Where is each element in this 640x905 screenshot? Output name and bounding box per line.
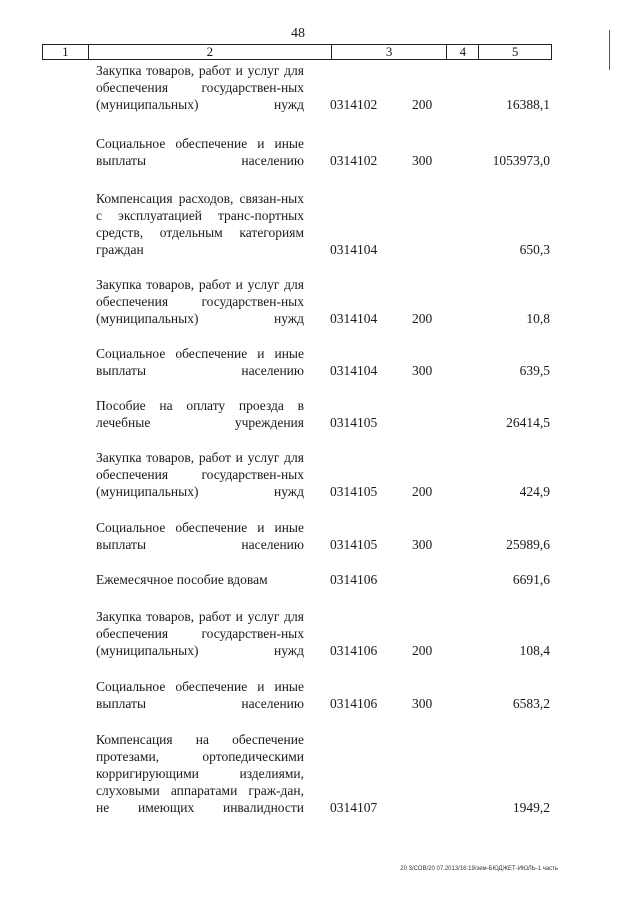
row-code: 0314105 <box>330 484 378 499</box>
row-expense-type: 200 <box>412 97 433 112</box>
row-description: Закупка товаров, работ и услуг для обеспечения государствен-ных (муниципальных) нужд <box>96 277 304 326</box>
row-description: Социальное обеспечение и иные выплаты населению <box>96 136 304 168</box>
row-amount: 6691,6 <box>512 572 550 587</box>
row-description: Компенсация на обеспечение протезами, ортопедическими корригирующими изделиями, слуховыми аппаратами граж-дан, не имеющих инвалидности <box>96 732 304 815</box>
column-header-1: 1 <box>43 45 89 59</box>
row-code: 0314106 <box>330 643 378 658</box>
row-expense-type: 300 <box>412 363 433 378</box>
table-row <box>0 449 640 500</box>
row-description: Социальное обеспечение и иные выплаты населению <box>96 679 304 711</box>
row-expense-type: 200 <box>412 311 433 326</box>
table-row <box>0 608 640 659</box>
row-amount: 650,3 <box>519 242 550 257</box>
row-expense-type: 200 <box>412 484 433 499</box>
row-description: Социальное обеспечение и иные выплаты населению <box>96 346 304 378</box>
row-description: Закупка товаров, работ и услуг для обеспечения государствен-ных (муниципальных) нужд <box>96 63 304 112</box>
row-description: Закупка товаров, работ и услуг для обеспечения государствен-ных (муниципальных) нужд <box>96 450 304 499</box>
table-row <box>0 190 640 258</box>
table-row <box>0 62 640 113</box>
row-code: 0314105 <box>330 415 378 430</box>
table-row <box>0 397 640 431</box>
table-row <box>0 571 640 588</box>
column-header-3: 3 <box>332 45 448 59</box>
table-row <box>0 135 640 169</box>
table-row <box>0 276 640 327</box>
table-row <box>0 519 640 553</box>
row-code: 0314102 <box>330 97 378 112</box>
row-description: Пособие на оплату проезда в лечебные учреждения <box>96 398 304 430</box>
row-expense-type: 300 <box>412 537 433 552</box>
row-amount: 10,8 <box>526 311 550 326</box>
row-code: 0314104 <box>330 311 378 326</box>
table-row <box>0 678 640 712</box>
row-code: 0314102 <box>330 153 378 168</box>
row-amount: 16388,1 <box>506 97 550 112</box>
table-header-row <box>42 44 552 60</box>
row-description: Социальное обеспечение и иные выплаты населению <box>96 520 304 552</box>
row-amount: 424,9 <box>519 484 550 499</box>
row-amount: 26414,5 <box>506 415 550 430</box>
column-header-2: 2 <box>89 45 332 59</box>
column-header-5: 5 <box>511 44 519 59</box>
column-header-4: 4 <box>447 45 479 59</box>
row-code: 0314104 <box>330 242 378 257</box>
page-number: 48 <box>291 26 305 41</box>
table-row <box>0 345 640 379</box>
row-expense-type: 300 <box>412 153 433 168</box>
row-description: Компенсация расходов, связан-ных с эксплуатацией транс-портных средств, отдельным категориям граждан <box>96 191 304 257</box>
row-code: 0314105 <box>330 537 378 552</box>
row-code: 0314104 <box>330 363 378 378</box>
row-expense-type: 200 <box>412 643 433 658</box>
row-amount: 639,5 <box>519 363 550 378</box>
row-amount: 6583,2 <box>512 696 550 711</box>
table-row <box>0 731 640 816</box>
row-amount: 1949,2 <box>512 800 550 815</box>
row-code: 0314107 <box>330 800 378 815</box>
document-footer-stamp: 20 3/СОВ/20 07.2013/16:19/зем-БЮДЖЕТ-ИЮЛЬ-1 часть <box>400 866 558 872</box>
row-expense-type: 300 <box>412 696 433 711</box>
row-code: 0314106 <box>330 696 378 711</box>
row-description: Закупка товаров, работ и услуг для обеспечения государствен-ных (муниципальных) нужд <box>96 609 304 658</box>
row-amount: 1053973,0 <box>492 153 550 168</box>
row-amount: 25989,6 <box>506 537 550 552</box>
row-code: 0314106 <box>330 572 378 587</box>
row-amount: 108,4 <box>519 643 550 658</box>
row-description: Ежемесячное пособие вдовам <box>96 572 268 587</box>
